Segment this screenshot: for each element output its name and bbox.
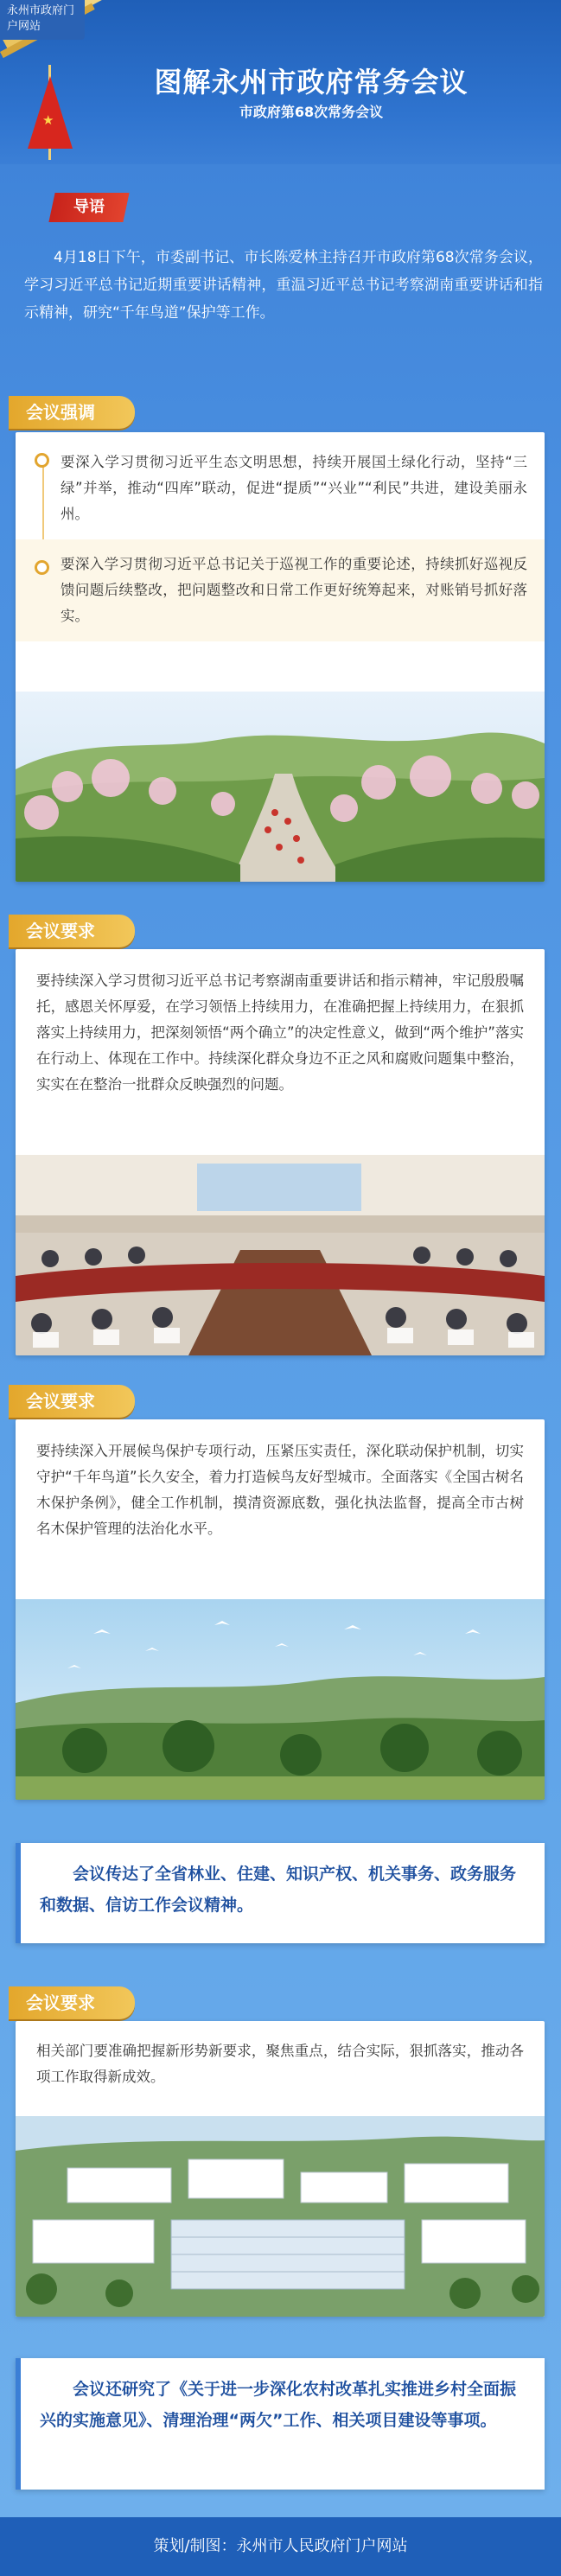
page-title: 图解永州市政府常务会议 — [154, 66, 469, 99]
portal-tag: 永州市政府门户网站 — [0, 0, 85, 40]
industrial-park-photo — [16, 2116, 545, 2317]
card-require-2 — [16, 1419, 545, 1800]
notice-research: 会议还研究了《关于进一步深化农村改革扎实推进乡村全面振兴的实施意见》、清理治理“两欠”工作、相关项目建设等事项。 — [16, 2358, 545, 2490]
notice-relay: 会议传达了全省林业、住建、知识产权、机关事务、政务服务和数据、信访工作会议精神。 — [16, 1843, 545, 1943]
card-emphasize — [16, 432, 545, 882]
emphasize-item-2: 要深入学习贯彻习近平总书记关于巡视工作的重要论述，持续抓好巡视反馈问题后续整改，把问题整改和日常工作更好统筹起来，对账销号抓好落实。 — [16, 539, 545, 641]
require-1-text: 要持续深入学习贯彻习近平总书记考察湖南重要讲话和指示精神，牢记殷殷嘱托，感恩关怀厚爱，在学习领悟上持续用力，在准确把握上持续用力，在狠抓落实上持续用力，把深刻领悟“两个确立”的决定性意义，做到“两个维护”落实在行动上、体现在工作中。持续深化群众身边不正之风和腐败问题集中整治，实实在在整治一批群众反映强烈的问题。 — [36, 972, 524, 1093]
meeting-room-photo — [16, 1155, 545, 1355]
section-tag-require-2: 会议要求 — [9, 1385, 135, 1418]
require-2-text: 要持续深入开展候鸟保护专项行动，压紧压实责任，深化联动保护机制，切实守护“千年鸟道”长久安全，着力打造候鸟友好型城市。全面落实《全国古树名木保护条例》，健全工作机制，摸清资源底数，强化执法监督，提高全市古树名木保护管理的法治化水平。 — [36, 1443, 524, 1537]
header-banner — [0, 0, 561, 164]
guide-label: 导语 — [48, 193, 129, 222]
section-tag-require-1: 会议要求 — [9, 915, 135, 947]
section-tag-emphasize: 会议强调 — [9, 396, 135, 429]
guide-text: 4月18日下午，市委副书记、市长陈爱林主持召开市政府第68次常务会议，学习习近平总书记近期重要讲话精神，重温习近平总书记考察湖南重要讲话和指示精神，研究“千年鸟道”保护等工作。 — [24, 249, 543, 322]
birds-over-forest-photo — [16, 1599, 545, 1800]
section-tag-require-3: 会议要求 — [9, 1986, 135, 2019]
star-icon: ★ — [42, 112, 54, 128]
footer-credit: 策划/制图：永州市人民政府门户网站 — [0, 2517, 561, 2576]
require-3-text: 相关部门要准确把握新形势新要求，聚焦重点，结合实际，狠抓落实，推动各项工作取得新成效。 — [36, 2043, 524, 2085]
card-require-3 — [16, 2021, 545, 2317]
forest-trail-photo — [16, 692, 545, 882]
card-require-1 — [16, 949, 545, 1355]
page-subtitle: 市政府第68次常务会议 — [239, 104, 384, 120]
emphasize-item-1: 要深入学习贯彻习近平生态文明思想，持续开展国土绿化行动，坚持“三绿”并举，推动“四库”联动，促进“提质”“兴业”“利民”共进，建设美丽永州。 — [16, 432, 545, 539]
